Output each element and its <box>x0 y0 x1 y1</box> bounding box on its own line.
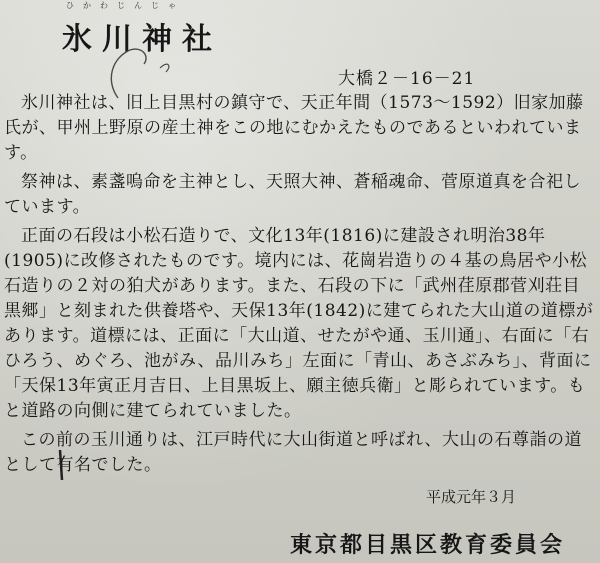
paragraph-history: 氷川神社は、旧上目黒村の鎮守で、天正年間（1573～1592）旧家加藤氏が、甲州上野原の産土神をこの地にむかえたものであるといわれています。 <box>4 93 584 163</box>
paragraph-deities: 祭神は、素盞嗚命を主神とし、天照大神、蒼稲魂命、菅原道真を合祀しています。 <box>4 172 581 217</box>
sign-title: 氷川神社 <box>62 22 222 57</box>
paragraph-monuments: 正面の石段は小松石造りで、文化13年(1816)に建設され明治38年(1905)に改修されたものです。境内には、花崗岩造りの４基の鳥居や小松石造りの２対の狛犬があります。また、石段の下に「武州荏原郡菅刈荘目黒郷」と刻まれた供養塔や、天保13年(1842)に建てられた大山道の道標があります。道標には、正面に「大山道、せたがや通、玉川通」、右面に「右ひろう、めぐろ、池がみ、品川みち」左面に「青山、あさぶみち」、背面に「天保13年寅正月吉日、上目黒坂上、願主徳兵衛」と彫られています。もと道路の向側に建てられていました。 <box>4 226 594 421</box>
title-ruby: ひかわじんじゃ <box>66 1 185 10</box>
paragraph-road: この前の玉川通りは、江戸時代に大山街道と呼ばれ、大山の石尊詣の道として有名でした。 <box>4 430 583 475</box>
sign-issuer: 東京都目黒区教育委員会 <box>290 532 566 558</box>
sign-body <box>4 91 596 482</box>
sign-date: 平成元年３月 <box>426 488 517 506</box>
sign-address: 大橋２－16－21 <box>338 69 476 89</box>
